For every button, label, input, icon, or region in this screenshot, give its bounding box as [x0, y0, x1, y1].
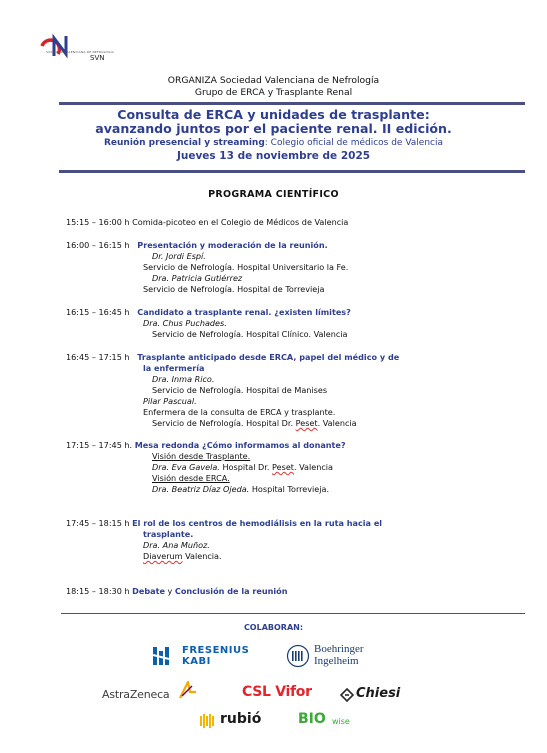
biowise-logo	[298, 711, 368, 731]
chiesi-logo	[340, 686, 410, 706]
speaker-info: Servicio de Nefrología. Hospital Universitario la Fe.	[143, 262, 349, 272]
boehringer-text: Boehringer	[314, 643, 364, 655]
info-part: Hospital Dr.	[219, 462, 273, 472]
session-title: Mesa redonda ¿Cómo informamos al donante?	[134, 440, 346, 450]
title-line-1: Consulta de ERCA y unidades de trasplante:	[117, 107, 430, 122]
speaker	[152, 462, 333, 472]
fresenius-logo	[152, 643, 262, 671]
session-time: 17:45 – 18:15 h	[66, 518, 130, 528]
speaker-info: Servicio de Nefrología. Hospital de Torrevieja	[143, 284, 325, 294]
astrazeneca-icon	[176, 680, 198, 702]
session-title: Trasplante anticipado desde ERCA, papel del médico y de	[137, 352, 400, 362]
astrazeneca-logo	[102, 684, 202, 706]
info-part: Servicio de Nefrología. Hospital Dr.	[152, 418, 296, 428]
rubio-logo	[200, 711, 270, 731]
session-title: Conclusión de la reunión	[174, 586, 288, 596]
speaker-info: Servicio de Nefrología. Hospital Clínico. Valencia	[152, 329, 348, 339]
logo-small-text: SOCIEDAD VALENCIANA DE NEFROLOGÍA	[46, 50, 114, 54]
info-part: Peset	[272, 462, 294, 472]
boehringer-logo	[286, 641, 396, 671]
sponsors-heading: COLABORAN:	[243, 623, 304, 632]
fresenius-text: FRESENIUS	[182, 645, 250, 656]
sponsor-divider	[61, 613, 525, 614]
ingelheim-text: Ingelheim	[314, 655, 359, 667]
session-title: Debate	[132, 586, 165, 596]
subtitle-rest: : Colegio oficial de médicos de Valencia	[264, 138, 444, 148]
grupo-line: Grupo de ERCA y Trasplante Renal	[194, 87, 353, 98]
speaker-info: Servicio de Nefrología. Hospital de Manises	[152, 385, 328, 395]
session-time: 17:15 – 17:45 h.	[66, 440, 133, 450]
kabi-text: KABI	[182, 656, 211, 667]
speaker: Dr. Jordi Espí.	[152, 251, 206, 261]
session-4	[66, 352, 399, 362]
info-part: Peset	[295, 418, 318, 428]
info-part: Valencia.	[182, 551, 222, 561]
speaker	[152, 484, 329, 494]
chiesi-icon	[340, 688, 354, 702]
speaker: Pilar Pascual.	[143, 396, 197, 406]
svn-logo	[30, 26, 120, 66]
vision-label: Visión desde ERCA.	[152, 473, 230, 483]
top-rule	[59, 102, 525, 105]
info-part: . Valencia	[317, 418, 357, 428]
session-time: 16:00 – 16:15 h	[66, 240, 130, 250]
speaker: Dra. Patricia Gutiérrez	[152, 273, 243, 283]
info-part: Hospital Torrevieja.	[249, 484, 330, 494]
session-time: 18:15 – 18:30 h	[66, 586, 130, 596]
chiesi-text: Chiesi	[356, 686, 401, 701]
session-title: El rol de los centros de hemodiálisis en la ruta hacia el	[132, 518, 383, 528]
info-part: Diaverum	[143, 551, 183, 561]
session-3	[66, 307, 351, 317]
speaker-info	[152, 418, 357, 428]
fresenius-icon	[152, 645, 174, 667]
session-1	[66, 217, 348, 227]
title-line-2: avanzando juntos por el paciente renal. II edición.	[95, 121, 452, 136]
session-title: Candidato a trasplante renal. ¿existen límites?	[137, 307, 351, 317]
connector: y	[164, 586, 175, 596]
speaker: Dra. Chus Puchades.	[143, 318, 227, 328]
boehringer-icon	[286, 644, 310, 668]
speaker-info	[143, 551, 222, 561]
session-6	[66, 518, 382, 528]
session-5	[66, 440, 346, 450]
astrazeneca-text: AstraZeneca	[102, 688, 170, 701]
speaker-name: Dra. Beatriz Díaz Ojeda.	[152, 484, 250, 494]
logo-text: SVN	[90, 54, 105, 62]
biowise-bio: BIO	[298, 711, 326, 727]
session-time: 15:15 – 16:00 h	[66, 217, 130, 227]
session-2	[66, 240, 328, 250]
session-title-cont: la enfermería	[143, 363, 205, 373]
session-text: Comida-picoteo en el Colegio de Médicos de Valencia	[132, 217, 349, 227]
csl-vifor-logo: CSL Vifor	[242, 684, 312, 700]
program-heading: PROGRAMA CIENTÍFICO	[208, 189, 339, 200]
biowise-wise: wise	[332, 717, 350, 726]
vision-label: Visión desde Trasplante.	[152, 451, 251, 461]
bottom-rule	[59, 170, 525, 173]
session-title: Presentación y moderación de la reunión.	[137, 240, 328, 250]
session-title-cont: trasplante.	[143, 529, 194, 539]
subtitle	[0, 138, 547, 148]
organiza-line: ORGANIZA Sociedad Valenciana de Nefrología	[167, 75, 380, 86]
event-date: Jueves 13 de noviembre de 2025	[176, 150, 371, 162]
speaker: Dra. Inma Rico.	[152, 374, 215, 384]
session-time: 16:15 – 16:45 h	[66, 307, 130, 317]
session-7	[66, 586, 287, 596]
rubio-text: rubió	[220, 711, 262, 727]
subtitle-bold: Reunión presencial y streaming	[103, 138, 265, 148]
session-time: 16:45 – 17:15 h	[66, 352, 130, 362]
info-part: . Valencia	[293, 462, 334, 472]
speaker-name: Dra. Eva Gavela.	[152, 462, 220, 472]
rubio-icon	[200, 714, 216, 728]
speaker-info: Enfermera de la consulta de ERCA y trasplante.	[143, 407, 336, 417]
speaker: Dra. Ana Muñoz.	[143, 540, 210, 550]
